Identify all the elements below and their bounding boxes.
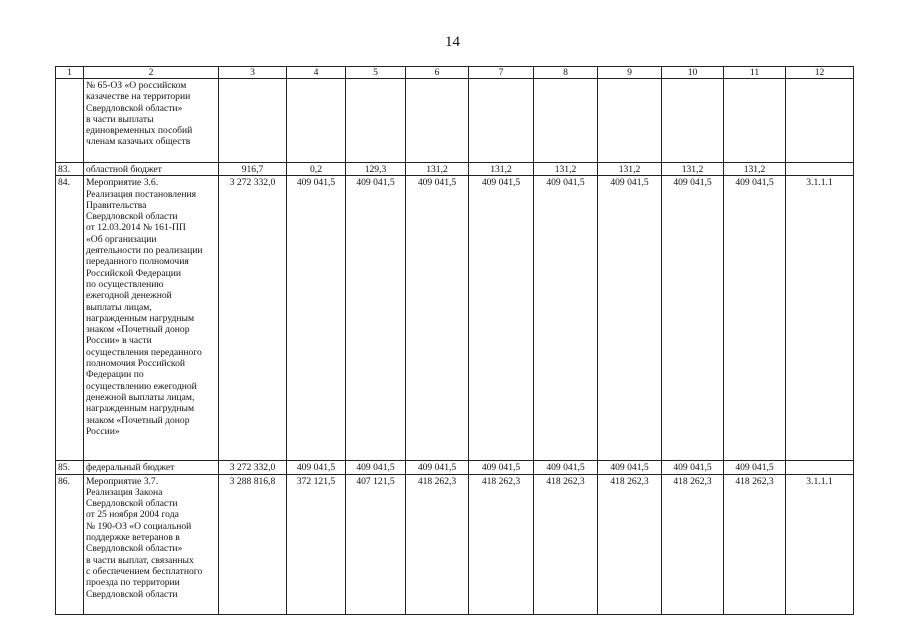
row-number: 86. xyxy=(56,474,84,614)
budget-table xyxy=(55,66,854,615)
row-number: 84. xyxy=(56,176,84,461)
row-number: 85. xyxy=(56,461,84,474)
header-cell: 7 xyxy=(469,67,534,79)
value-cell: 409 041,5 xyxy=(534,461,598,474)
row-description: федеральный бюджет xyxy=(84,461,219,474)
header-cell: 3 xyxy=(219,67,287,79)
value-cell: 407 121,5 xyxy=(346,474,406,614)
reference-cell xyxy=(786,461,854,474)
table-row xyxy=(56,474,854,614)
header-row xyxy=(56,67,854,79)
value-cell: 409 041,5 xyxy=(287,176,346,461)
value-cell: 131,2 xyxy=(598,163,662,176)
value-cell: 409 041,5 xyxy=(724,461,786,474)
value-cell: 418 262,3 xyxy=(724,474,786,614)
reference-cell: 3.1.1.1 xyxy=(786,176,854,461)
row-number: 83. xyxy=(56,163,84,176)
value-cell: 409 041,5 xyxy=(534,176,598,461)
page-number: 14 xyxy=(445,34,460,50)
row-description: областной бюджет xyxy=(84,163,219,176)
value-cell: 131,2 xyxy=(534,163,598,176)
value-cell: 409 041,5 xyxy=(662,176,724,461)
value-cell: 916,7 xyxy=(219,163,287,176)
row-description: Мероприятие 3.6. Реализация постановления Правительства Свердловской области от 12.03.2014 № 161-ПП «Об организации деятельности по реализации переданного полномочия Российской Федерации по осуществлению ежегодной денежной выплаты лицам, награжденным нагрудным знаком «Почетный донор России» в части осуществления переданного полномочия Российской Федерации по осуществлению ежегодной денежной выплаты лицам, награжденным нагрудным знаком «Почетный донор России» xyxy=(84,176,219,461)
value-cell: 418 262,3 xyxy=(598,474,662,614)
value-cell: 418 262,3 xyxy=(662,474,724,614)
value-cell: 3 272 332,0 xyxy=(219,461,287,474)
value-cell: 409 041,5 xyxy=(346,461,406,474)
row-description: № 65-ОЗ «О российском казачестве на территории Свердловской области» в части выплаты единовременных пособий членам казачьих обществ xyxy=(84,79,219,163)
value-cell: 131,2 xyxy=(406,163,469,176)
header-cell: 10 xyxy=(662,67,724,79)
value-cell: 131,2 xyxy=(662,163,724,176)
table-row xyxy=(56,461,854,474)
value-cell: 372 121,5 xyxy=(287,474,346,614)
header-cell: 6 xyxy=(406,67,469,79)
value-cell: 129,3 xyxy=(346,163,406,176)
table-row xyxy=(56,79,854,163)
value-cell: 409 041,5 xyxy=(287,461,346,474)
value-cell: 409 041,5 xyxy=(406,176,469,461)
value-cell: 3 272 332,0 xyxy=(219,176,287,461)
header-cell: 5 xyxy=(346,67,406,79)
value-cell: 409 041,5 xyxy=(724,176,786,461)
value-cell: 409 041,5 xyxy=(662,461,724,474)
header-cell: 9 xyxy=(598,67,662,79)
value-cell: 409 041,5 xyxy=(598,176,662,461)
row-description: Мероприятие 3.7. Реализация Закона Свердловской области от 25 ноября 2004 года № 190-ОЗ «О социальной поддержке ветеранов в Свердловской области» в части выплат, связанных с обеспечением бесплатного проезда по территории Свердловской области xyxy=(84,474,219,614)
value-cell: 418 262,3 xyxy=(534,474,598,614)
value-cell: 409 041,5 xyxy=(598,461,662,474)
value-cell: 131,2 xyxy=(469,163,534,176)
value-cell: 0,2 xyxy=(287,163,346,176)
value-cell: 418 262,3 xyxy=(406,474,469,614)
header-cell: 4 xyxy=(287,67,346,79)
value-cell: 131,2 xyxy=(724,163,786,176)
header-cell: 11 xyxy=(724,67,786,79)
value-cell: 418 262,3 xyxy=(469,474,534,614)
value-cell: 409 041,5 xyxy=(406,461,469,474)
table-row xyxy=(56,163,854,176)
reference-cell: 3.1.1.1 xyxy=(786,474,854,614)
value-cell: 3 288 816,8 xyxy=(219,474,287,614)
header-cell: 1 xyxy=(56,67,84,79)
value-cell: 409 041,5 xyxy=(469,461,534,474)
header-cell: 2 xyxy=(84,67,219,79)
table-row xyxy=(56,176,854,461)
value-cell: 409 041,5 xyxy=(469,176,534,461)
header-cell: 12 xyxy=(786,67,854,79)
reference-cell xyxy=(786,163,854,176)
header-cell: 8 xyxy=(534,67,598,79)
value-cell: 409 041,5 xyxy=(346,176,406,461)
